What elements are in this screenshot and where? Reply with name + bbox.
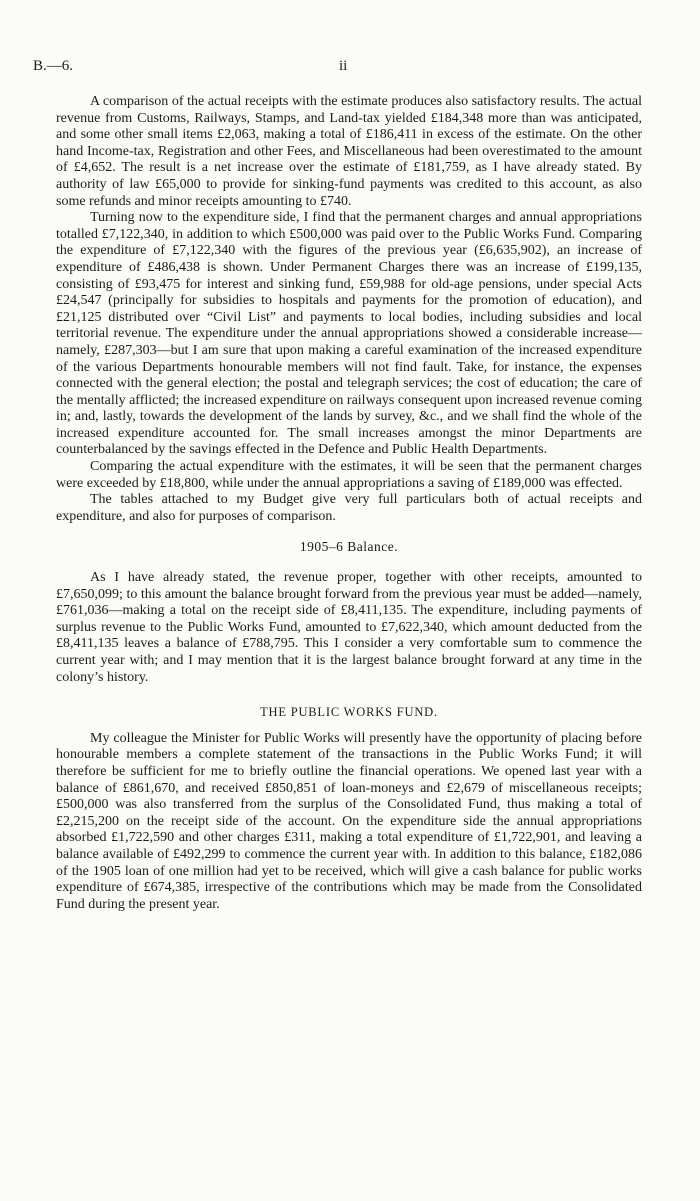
body-text	[56, 94, 642, 913]
page-number: ii	[339, 58, 348, 74]
paragraph-estimates-comparison: Comparing the actual expenditure with the estimates, it will be seen that the permanent charges were exceeded by £18,800, while under the annual appropriations a saving of £189,000 was effected.	[56, 459, 642, 491]
paragraph-public-works-fund: My colleague the Minister for Public Works will presently have the opportunity of placing before honourable members a complete statement of the transactions in the Public Works Fund; it will therefore be sufficient for me to briefly outline the financial operations. We opened last year with a balance of £861,670, and received £850,851 of loan-moneys and £2,679 of miscellaneous receipts; £500,000 was also transferred from the surplus of the Consolidated Fund, thus making a total of £2,215,200 on the receipt side of the account. On the expenditure side the annual appropriations absorbed £1,722,590 and other charges £311, making a total expenditure of £1,722,901, and leaving a balance available of £492,299 to commence the current year with. In addition to this balance, £182,086 of the 1905 loan of one million had yet to be received, which will give a cash balance for public works expenditure of £674,385, irrespective of the contributions which may be made from the Consolidated Fund during the present year.	[56, 730, 642, 912]
paragraph-budget-tables: The tables attached to my Budget give very full particulars both of actual receipts and expenditure, and also for purposes of comparison.	[56, 492, 642, 524]
paragraph-balance: As I have already stated, the revenue proper, together with other receipts, amounted to £7,650,099; to this amount the balance brought forward from the previous year must be added—namely, £761,036—making a total on the receipt side of £8,411,135. The expenditure, including payments of surplus revenue to the Public Works Fund, amounted to £7,622,340, which amount deducted from the £8,411,135 leaves a balance of £788,795. This I consider a very comfortable sum to commence the current year with; and I may mention that it is the largest balance brought forward at any time in the colony’s history.	[56, 570, 642, 685]
section-heading-public-works-fund: THE PUBLIC WORKS FUND.	[260, 705, 438, 720]
paragraph-expenditure: Turning now to the expenditure side, I find that the permanent charges and annual appropriations totalled £7,122,340, in addition to which £500,000 was paid over to the Public Works Fund. Comparing the expenditure of £7,122,340 with the figures of the previous year (£6,635,902), an increase of expenditure of £486,438 is shown. Under Permanent Charges there was an increase of £199,135, consisting of £93,475 for interest and sinking fund, £59,988 for old-age pensions, under special Acts £24,547 (principally for subsidies to hospitals and payments for the promotion of education), and £21,125 distributed over “Civil List” and payments to local bodies, including subsidies and local territorial revenue. The expenditure under the annual appropriations showed a considerable increase—namely, £287,303—but I am sure that upon making a careful examination of the increased expenditure of the various Departments honourable members will not find fault. Take, for instance, the expenses connected with the general election; the postal and telegraph services; the cost of education; the care of the mentally afflicted; the increased expenditure on railways consequent upon increased revenue coming in; and, lastly, towards the development of the lands by survey, &c., and we shall find the whole of the increased expenditure accounted for. The small increases amongst the minor Departments are counterbalanced by the savings effected in the Defence and Public Health Departments.	[56, 210, 642, 458]
running-header	[33, 58, 673, 80]
section-heading-balance: 1905–6 Balance.	[299, 539, 399, 555]
parliamentary-paper-code: B.—6.	[33, 58, 74, 74]
paragraph-receipts-comparison: A comparison of the actual receipts with the estimate produces also satisfactory results. The actual revenue from Customs, Railways, Stamps, and Land-tax yielded £184,348 more than was anticipated, and some other small items £2,063, making a total of £186,411 in excess of the estimate. On the other hand Income-tax, Registration and other Fees, and Miscellaneous had been overestimated to the amount of £4,652. The result is a net increase over the estimate of £181,759, as I have already stated. By authority of law £65,000 to provide for sinking-fund payments was credited to this account, as also some refunds and minor receipts amounting to £740.	[56, 94, 642, 209]
